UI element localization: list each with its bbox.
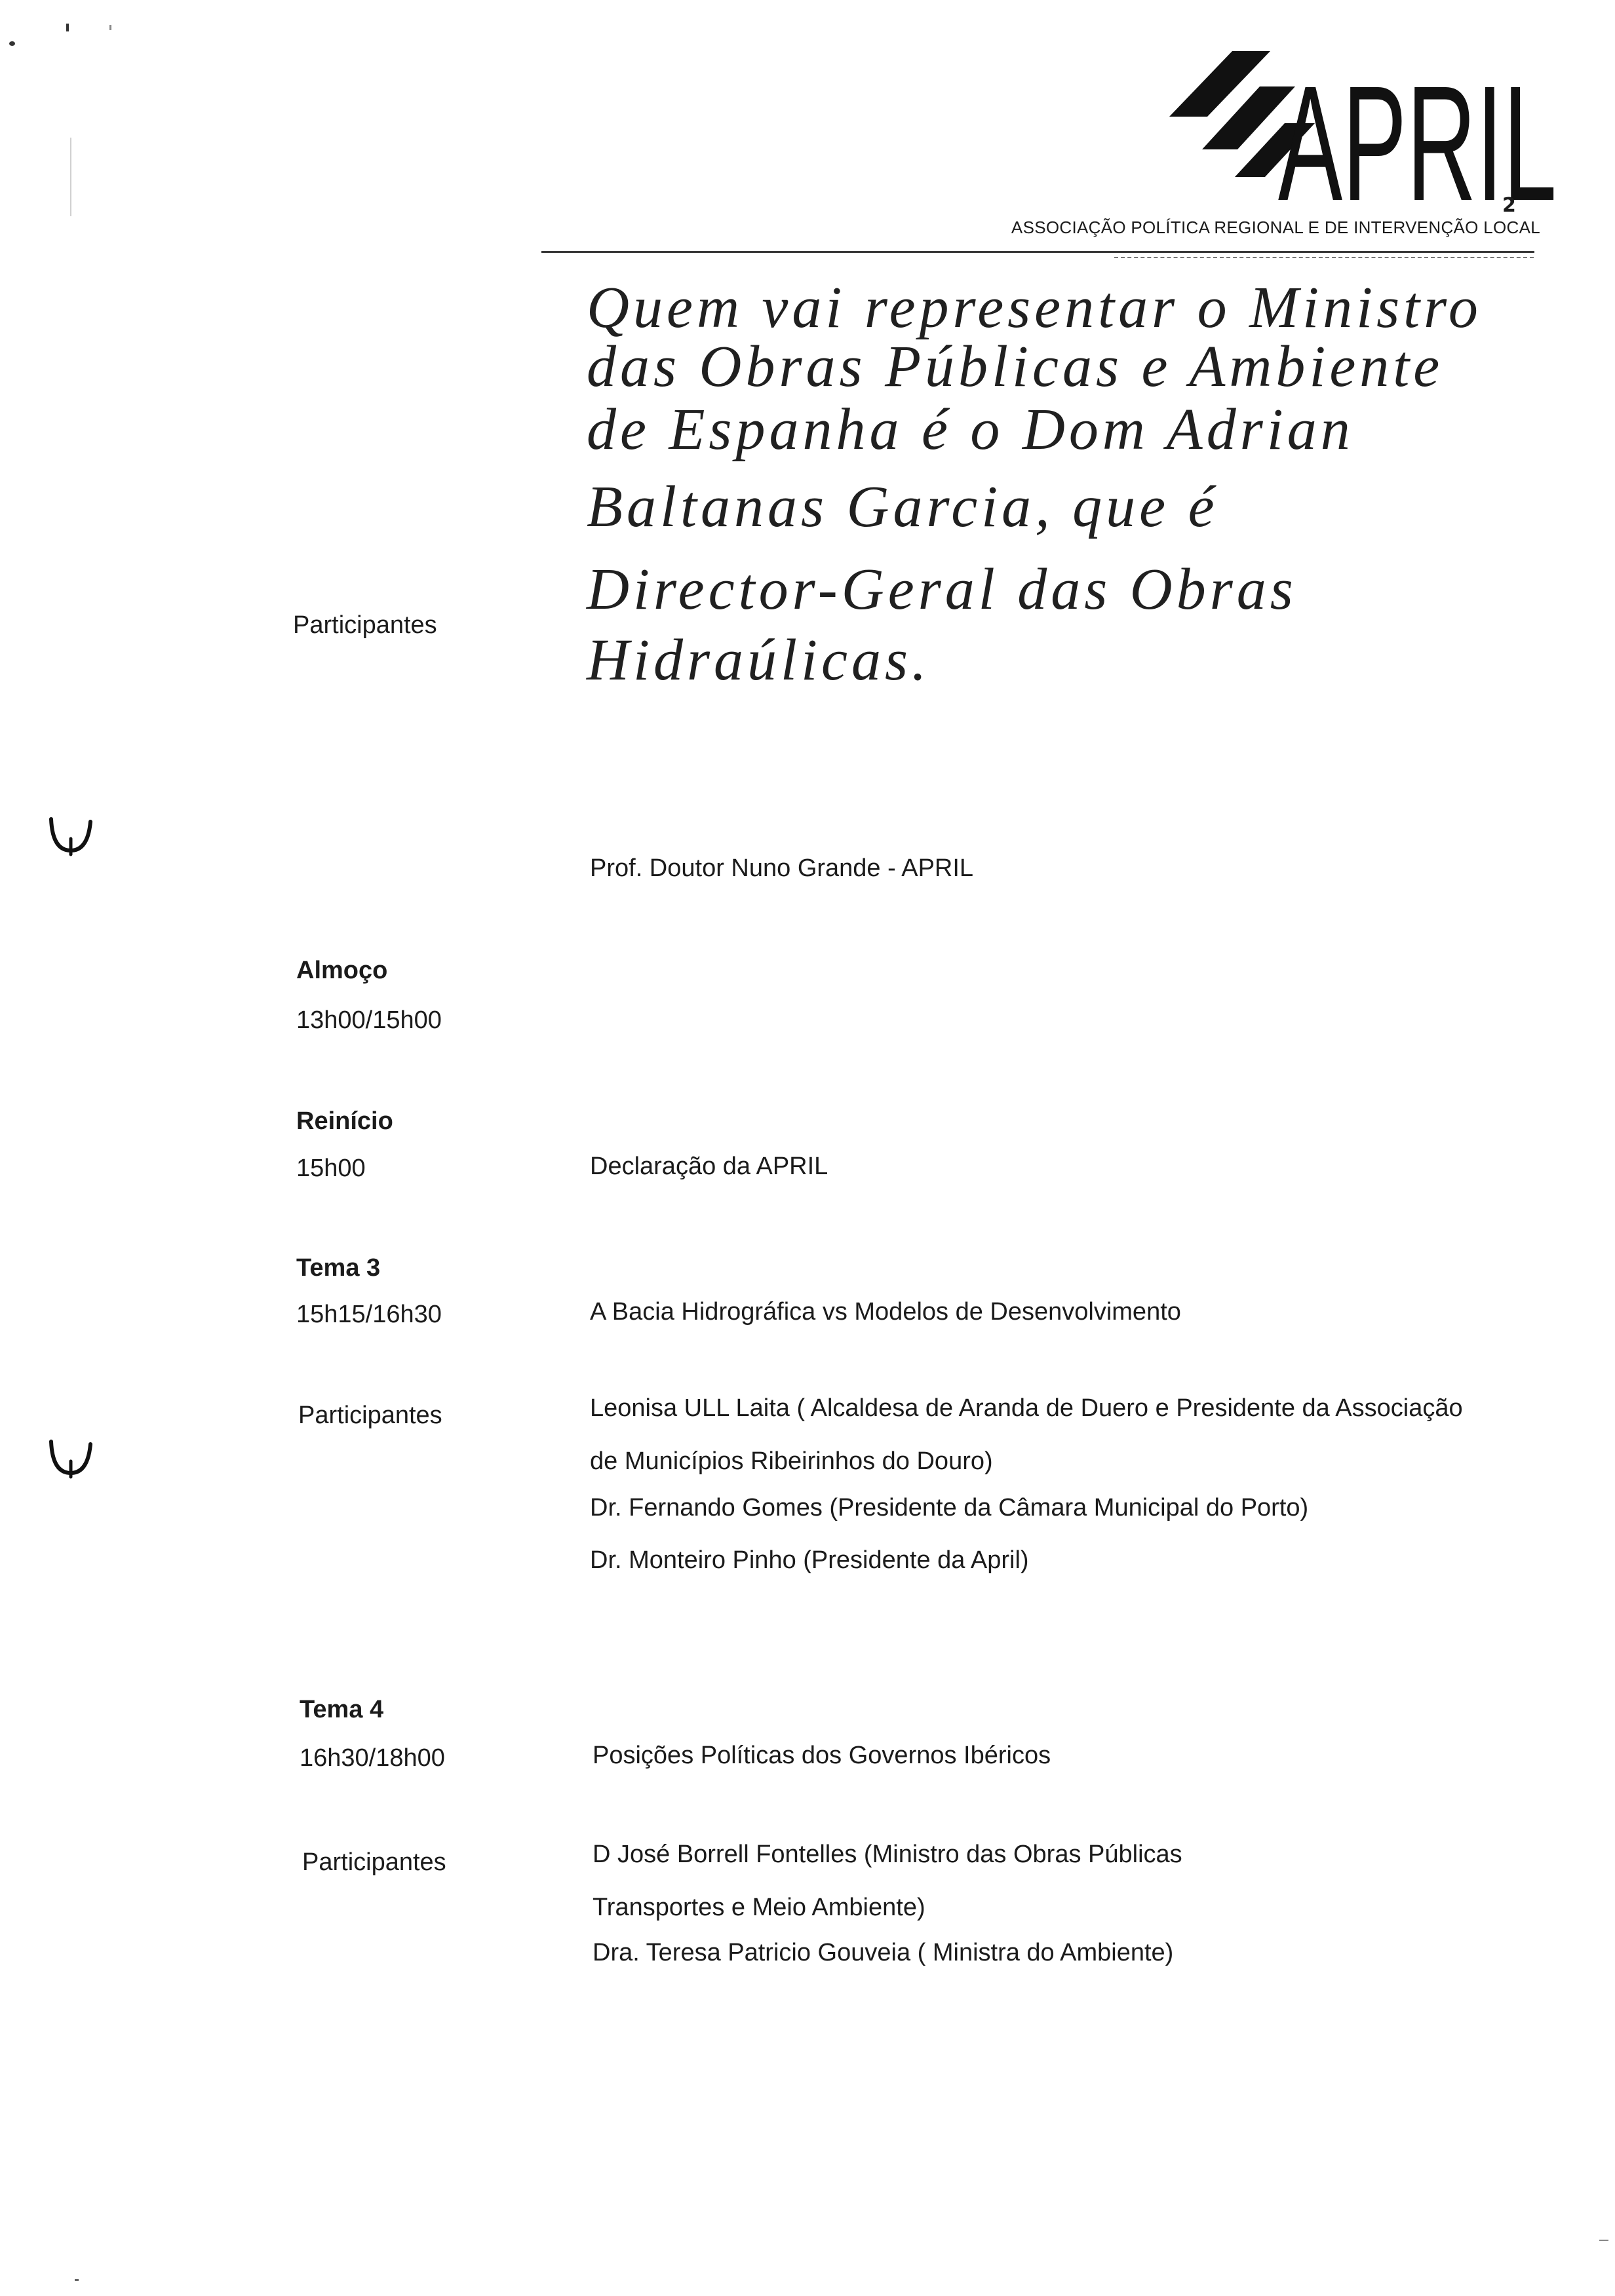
restart-title: Reinício — [296, 1107, 393, 1135]
april-logo — [1167, 46, 1560, 216]
participant-line: Dr. Monteiro Pinho (Presidente da April) — [590, 1546, 1029, 1574]
theme4-participants-label: Participantes — [302, 1848, 446, 1876]
theme3-title: Tema 3 — [296, 1254, 381, 1282]
participant-line: D José Borrell Fontelles (Ministro das Obras Públicas — [593, 1841, 1182, 1868]
punch-hole-mark — [46, 813, 96, 862]
theme3-topic: A Bacia Hidrográfica vs Modelos de Desenvolvimento — [590, 1298, 1181, 1326]
scan-speck — [1599, 2240, 1608, 2241]
theme4-time: 16h30/18h00 — [300, 1744, 445, 1772]
handwritten-line: Quem vai representar o Ministro — [587, 275, 1482, 340]
theme4-topic: Posições Políticas dos Governos Ibéricos — [593, 1742, 1051, 1769]
logo-wordmark: APRIL — [1278, 52, 1557, 216]
scan-speck — [75, 2279, 79, 2281]
scan-speck — [9, 41, 15, 46]
lunch-title: Almoço — [296, 957, 388, 984]
restart-item: Declaração da APRIL — [590, 1153, 828, 1180]
moderator-name: Prof. Doutor Nuno Grande - APRIL — [590, 854, 974, 882]
handwritten-line: Hidraúlicas. — [587, 628, 931, 693]
theme3-participants-label: Participantes — [298, 1402, 442, 1429]
participant-line: Leonisa ULL Laita ( Alcaldesa de Aranda de Duero e Presidente da Associação — [590, 1394, 1463, 1422]
header-divider-dashed — [1114, 257, 1534, 258]
handwritten-line: Baltanas Garcia, que é — [587, 474, 1218, 539]
handwritten-line: de Espanha é o Dom Adrian — [587, 397, 1354, 462]
scan-speck — [109, 25, 111, 30]
participant-line: Transportes e Meio Ambiente) — [593, 1894, 925, 1921]
organization-name: ASSOCIAÇÃO POLÍTICA REGIONAL E DE INTERVENÇÃO LOCAL — [1011, 218, 1540, 237]
lunch-time: 13h00/15h00 — [296, 1006, 442, 1034]
punch-hole-mark — [46, 1435, 96, 1485]
theme4-title: Tema 4 — [300, 1696, 384, 1723]
participant-line: Dra. Teresa Patricio Gouveia ( Ministra do Ambiente) — [593, 1939, 1174, 1966]
participant-line: Dr. Fernando Gomes (Presidente da Câmara Municipal do Porto) — [590, 1494, 1309, 1521]
theme3-time: 15h15/16h30 — [296, 1301, 442, 1328]
handwritten-line: Director-Geral das Obras — [587, 557, 1297, 622]
restart-time: 15h00 — [296, 1155, 366, 1182]
scan-speck — [66, 24, 69, 31]
participants-label: Participantes — [293, 611, 437, 639]
handwritten-line: das Obras Públicas e Ambiente — [587, 334, 1444, 399]
participant-line: de Municípios Ribeirinhos do Douro) — [590, 1447, 993, 1475]
scan-speck — [70, 138, 71, 216]
page-number: 2 — [1502, 194, 1516, 217]
header-divider — [541, 251, 1534, 253]
